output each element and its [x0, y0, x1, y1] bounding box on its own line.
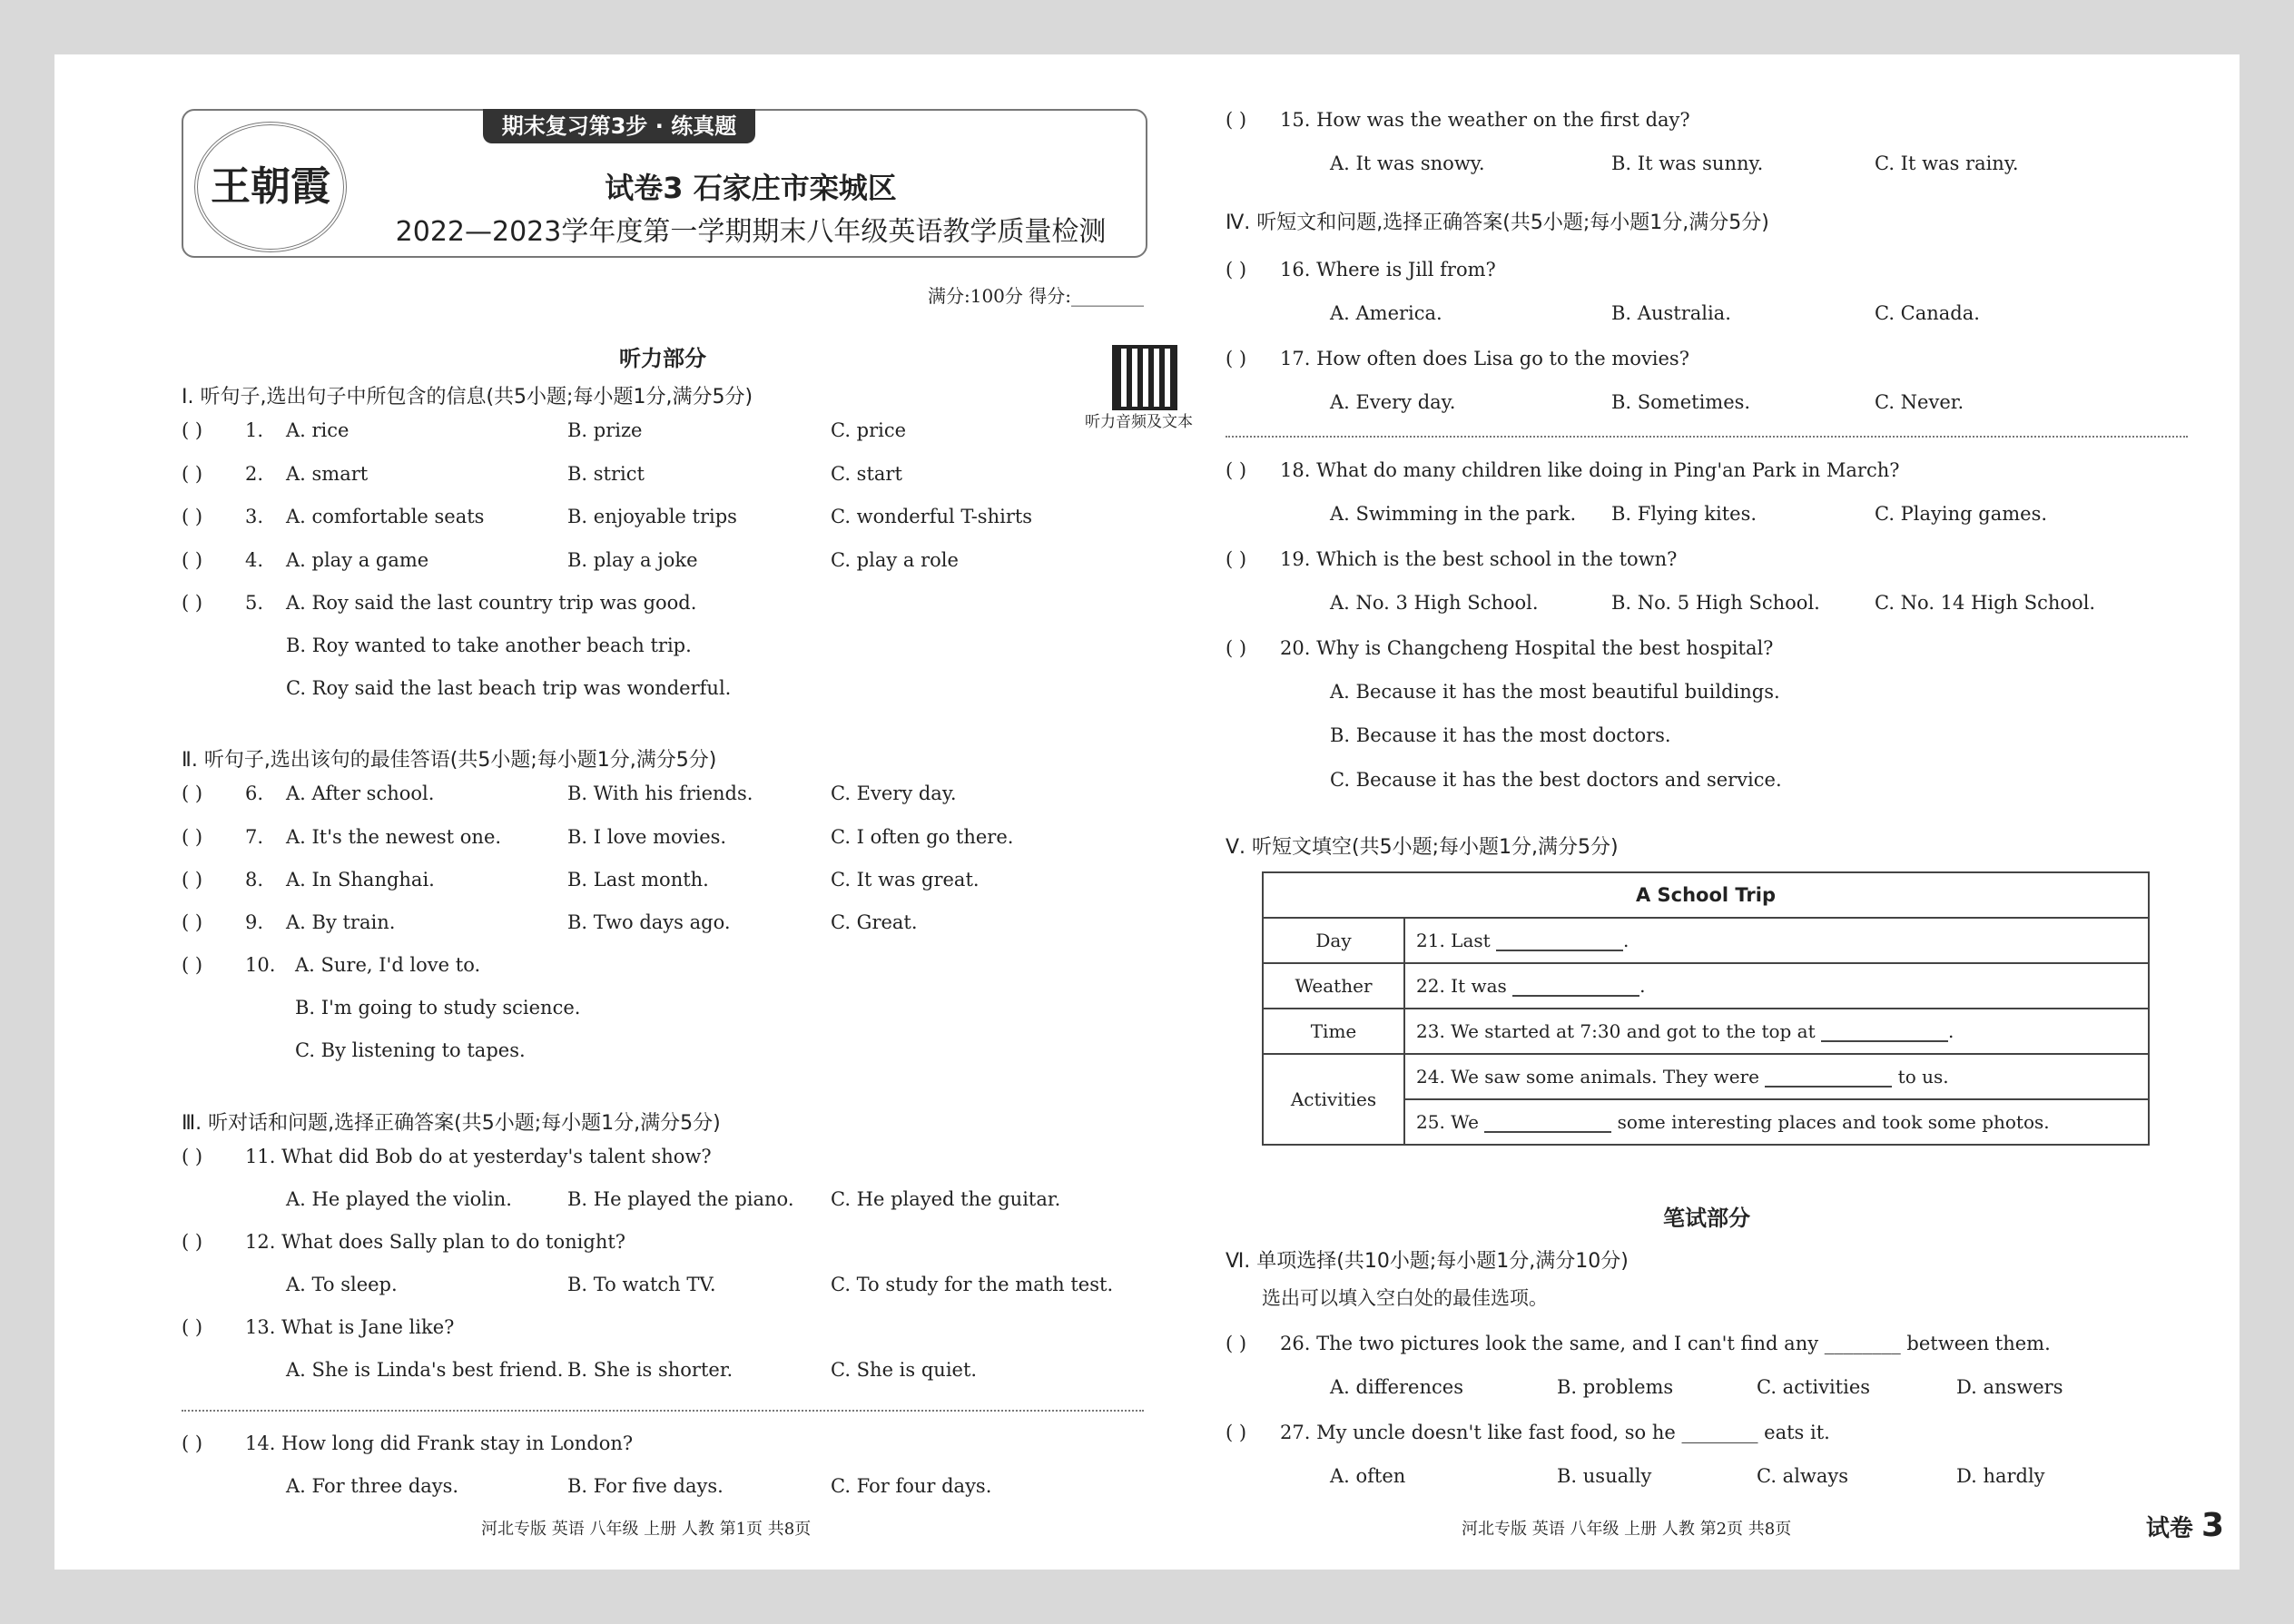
question-20: ( ) 20. Why is Changcheng Hospital the best hospital? [1226, 637, 1774, 659]
dotted-divider [182, 1410, 1144, 1412]
question-14: ( ) 14. How long did Frank stay in London? [182, 1432, 634, 1454]
answer-blank-24[interactable] [1765, 1069, 1892, 1088]
row-label-time: Time [1263, 1009, 1404, 1054]
question-1: ( ) 1. A. rice B. prize C. price [182, 419, 907, 441]
question-19: ( ) 19. Which is the best school in the town? [1226, 548, 1678, 570]
question-17: ( ) 17. How often does Lisa go to the movies? [1226, 348, 1689, 369]
exam-subtitle: 2022—2023学年度第一学期期末八年级英语教学质量检测 [395, 216, 1107, 248]
exam-title: 试卷3 石家庄市栾城区 [605, 171, 897, 205]
question-5: ( ) 5. A. Roy said the last country trip was good. [182, 592, 697, 614]
question-10-option-c: C. By listening to tapes. [295, 1039, 526, 1061]
question-20-option-c: C. Because it has the best doctors and service. [1330, 769, 1782, 791]
question-2: ( ) 2. A. smart B. strict C. start [182, 463, 902, 485]
section-3-heading: Ⅲ. 听对话和问题,选择正确答案(共5小题;每小题1分,满分5分) [182, 1112, 721, 1135]
question-4: ( ) 4. A. play a game B. play a joke C. play a role [182, 549, 959, 571]
question-11-options: A. He played the violin. B. He played the piano. C. He played the guitar. [286, 1188, 1061, 1210]
answer-blank-21[interactable] [1496, 933, 1623, 951]
question-5-option-c: C. Roy said the last beach trip was wonderful. [286, 677, 732, 699]
score-line: 满分:100分 得分:________ [927, 285, 1144, 307]
section-4-heading: Ⅳ. 听短文和问题,选择正确答案(共5小题;每小题1分,满分5分) [1226, 212, 1769, 234]
section-1-heading: Ⅰ. 听句子,选出句子中所包含的信息(共5小题;每小题1分,满分5分) [182, 386, 753, 408]
question-27-options: A. often B. usually C. always D. hardly [1330, 1465, 2045, 1487]
question-10: ( ) 10. A. Sure, I'd love to. [182, 954, 481, 976]
question-6: ( ) 6. A. After school. B. With his friends. C. Every day. [182, 782, 957, 804]
qr-caption: 听力音频及文本 [1085, 413, 1193, 431]
listening-title: 听力部分 [619, 346, 706, 371]
question-12: ( ) 12. What does Sally plan to do tonight? [182, 1231, 626, 1253]
question-12-options: A. To sleep. B. To watch TV. C. To study for the math test. [286, 1274, 1114, 1295]
footer-left: 河北专版 英语 八年级 上册 人教 第1页 共8页 [481, 1520, 812, 1539]
row-label-day: Day [1263, 918, 1404, 963]
logo-brand: 王朝霞 [211, 163, 330, 210]
left-page [182, 54, 1198, 1570]
question-9: ( ) 9. A. By train. B. Two days ago. C. Great. [182, 911, 918, 933]
header-banner [182, 109, 1147, 258]
blank-25: 25. We some interesting places and took some photos. [1404, 1099, 2149, 1145]
blank-22: 22. It was . [1404, 963, 2149, 1009]
dotted-divider [1226, 436, 2188, 438]
question-11: ( ) 11. What did Bob do at yesterday's talent show? [182, 1146, 712, 1167]
question-18-options: A. Swimming in the park. B. Flying kites. C. Playing games. [1330, 503, 2048, 525]
question-10-option-b: B. I'm going to study science. [295, 997, 581, 1019]
answer-blank-22[interactable] [1512, 979, 1639, 997]
review-step-tab: 期末复习第3步 · 练真题 [483, 109, 755, 143]
section-5-heading: Ⅴ. 听短文填空(共5小题;每小题1分,满分5分) [1226, 836, 1619, 859]
question-17-options: A. Every day. B. Sometimes. C. Never. [1330, 391, 1964, 413]
question-15: ( ) 15. How was the weather on the first day? [1226, 109, 1690, 131]
question-3: ( ) 3. A. comfortable seats B. enjoyable trips C. wonderful T-shirts [182, 506, 1033, 527]
question-18: ( ) 18. What do many children like doing in Ping'an Park in March? [1226, 459, 1900, 481]
question-14-options: A. For three days. B. For five days. C. For four days. [286, 1475, 992, 1497]
brand-logo [194, 122, 347, 252]
footer-right: 河北专版 英语 八年级 上册 人教 第2页 共8页 [1462, 1520, 1792, 1539]
question-27: ( ) 27. My uncle doesn't like fast food, so he ________ eats it. [1226, 1422, 1830, 1443]
right-page [1226, 54, 2242, 1570]
table-title: A School Trip [1263, 872, 2149, 918]
section-2-heading: Ⅱ. 听句子,选出该句的最佳答语(共5小题;每小题1分,满分5分) [182, 749, 717, 772]
question-5-option-b: B. Roy wanted to take another beach trip. [286, 635, 692, 656]
paper-number-badge: 试卷 3 [2145, 1507, 2224, 1544]
written-title: 笔试部分 [1663, 1206, 1750, 1231]
question-20-option-b: B. Because it has the most doctors. [1330, 724, 1671, 746]
question-19-options: A. No. 3 High School. B. No. 5 High School. C. No. 14 High School. [1330, 592, 2096, 614]
question-26: ( ) 26. The two pictures look the same, and I can't find any ________ between them. [1226, 1333, 2051, 1354]
question-15-options: A. It was snowy. B. It was sunny. C. It was rainy. [1330, 153, 2019, 174]
row-label-activities: Activities [1263, 1054, 1404, 1145]
section-6-intro: 选出可以填入空白处的最佳选项。 [1262, 1287, 1548, 1309]
question-26-options: A. differences B. problems C. activities D. answers [1330, 1376, 2063, 1398]
question-16: ( ) 16. Where is Jill from? [1226, 259, 1496, 281]
blank-24: 24. We saw some animals. They were to us. [1404, 1054, 2149, 1099]
blank-21: 21. Last . [1404, 918, 2149, 963]
question-13-options: A. She is Linda's best friend. B. She is shorter. C. She is quiet. [286, 1359, 978, 1381]
blank-23: 23. We started at 7:30 and got to the top at . [1404, 1009, 2149, 1054]
question-20-option-a: A. Because it has the most beautiful buildings. [1330, 681, 1780, 703]
section-6-heading: Ⅵ. 单项选择(共10小题;每小题1分,满分10分) [1226, 1250, 1629, 1273]
answer-blank-25[interactable] [1484, 1115, 1611, 1133]
row-label-weather: Weather [1263, 963, 1404, 1009]
exam-sheet [54, 54, 2240, 1570]
question-8: ( ) 8. A. In Shanghai. B. Last month. C. It was great. [182, 869, 980, 891]
question-16-options: A. America. B. Australia. C. Canada. [1330, 302, 1980, 324]
question-13: ( ) 13. What is Jane like? [182, 1316, 455, 1338]
answer-blank-23[interactable] [1821, 1024, 1948, 1042]
question-7: ( ) 7. A. It's the newest one. B. I love movies. C. I often go there. [182, 826, 1014, 848]
school-trip-table [1262, 871, 2150, 1146]
